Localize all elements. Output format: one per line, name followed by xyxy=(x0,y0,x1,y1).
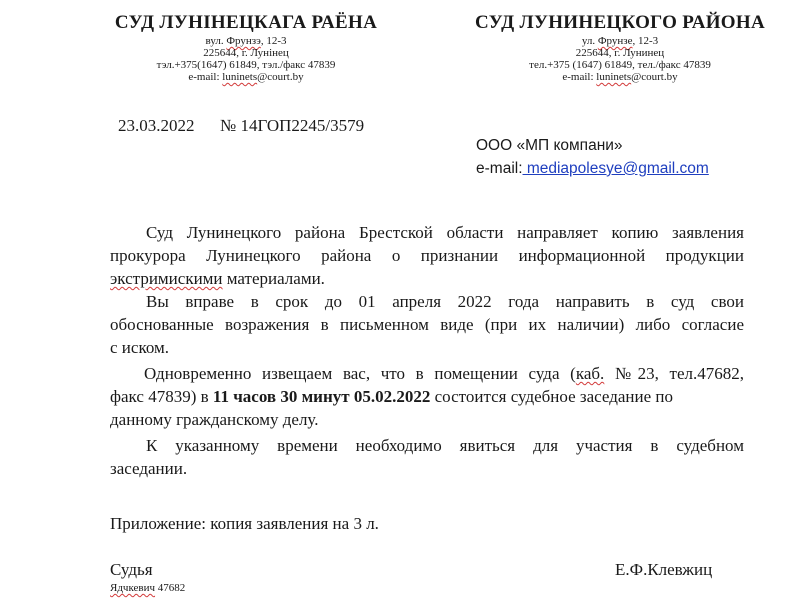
body-p3-line3: данному гражданскому делу. xyxy=(110,410,319,429)
right-court-phone: тел.+375 (1647) 61849, тел./факс 47839 xyxy=(529,59,711,71)
body-p4-line2: заседании. xyxy=(110,459,188,478)
document-number: № 14ГОП2245/3579 xyxy=(220,116,365,135)
left-court-email: e-mail: luninets@court.by xyxy=(188,71,304,83)
body-p1-line2: прокурора Лунинецкого района о признании информационной продукции xyxy=(110,246,744,265)
body-p2-line2: обоснованные возражения в письменном виде (при их наличии) либо согласие xyxy=(110,315,744,334)
body-p3-line2: факс 47839) в 11 часов 30 минут 05.02.2022 состоится судебное заседание по xyxy=(110,387,674,406)
right-court-title: СУД ЛУНИНЕЦКОГО РАЙОНА xyxy=(475,12,765,33)
body-p2-line1: Вы вправе в срок до 01 апреля 2022 года направить в суд свои xyxy=(146,292,744,311)
document-date: 23.03.2022 xyxy=(118,116,195,135)
right-court-address: ул. Фрунзе, 12-3 xyxy=(581,35,659,47)
recipient-email-link[interactable]: mediapolesye@gmail.com xyxy=(522,160,709,177)
body-p4-line1: К указанному времени необходимо явиться для участия в судебном xyxy=(146,436,744,455)
left-court-phone: тэл.+375(1647) 61849, тэл./факс 47839 xyxy=(156,59,336,71)
body-p1-line3: экстримискими материалами. xyxy=(110,269,325,288)
recipient-org: ООО «МП компани» xyxy=(476,137,623,154)
left-court-address: вул. Фрунзэ, 12-3 xyxy=(205,35,287,47)
left-court-title: СУД ЛУНІНЕЦКАГА РАЁНА xyxy=(114,12,378,33)
body-p2-line3: с иском. xyxy=(110,338,170,357)
left-court-header xyxy=(96,12,396,83)
right-court-email: e-mail: luninets@court.by xyxy=(562,71,678,83)
body-p1-line1: Суд Лунинецкого района Брестской области направляет копию заявления xyxy=(146,223,744,242)
recipient-email-label: e-mail: xyxy=(476,160,523,177)
letter-body xyxy=(110,221,744,480)
attachment-note: Приложение: копия заявления на 3 л. xyxy=(110,514,379,533)
right-court-header xyxy=(455,12,785,83)
recipient-email-line xyxy=(476,160,709,178)
judge-role: Судья xyxy=(110,560,153,579)
executor-note: Ядчкевич 47682 xyxy=(110,582,186,594)
right-court-city: 225644, г. Лунинец xyxy=(575,47,665,59)
left-court-city: 225644, г. Лунінец xyxy=(203,47,289,59)
judge-name: Е.Ф.Клевжиц xyxy=(615,560,713,579)
body-p3-line1: Одновременно извещаем вас, что в помещении суда (каб. №23, тел.47682, xyxy=(144,364,744,383)
hearing-datetime: 11 часов 30 минут 05.02.2022 xyxy=(212,387,431,406)
